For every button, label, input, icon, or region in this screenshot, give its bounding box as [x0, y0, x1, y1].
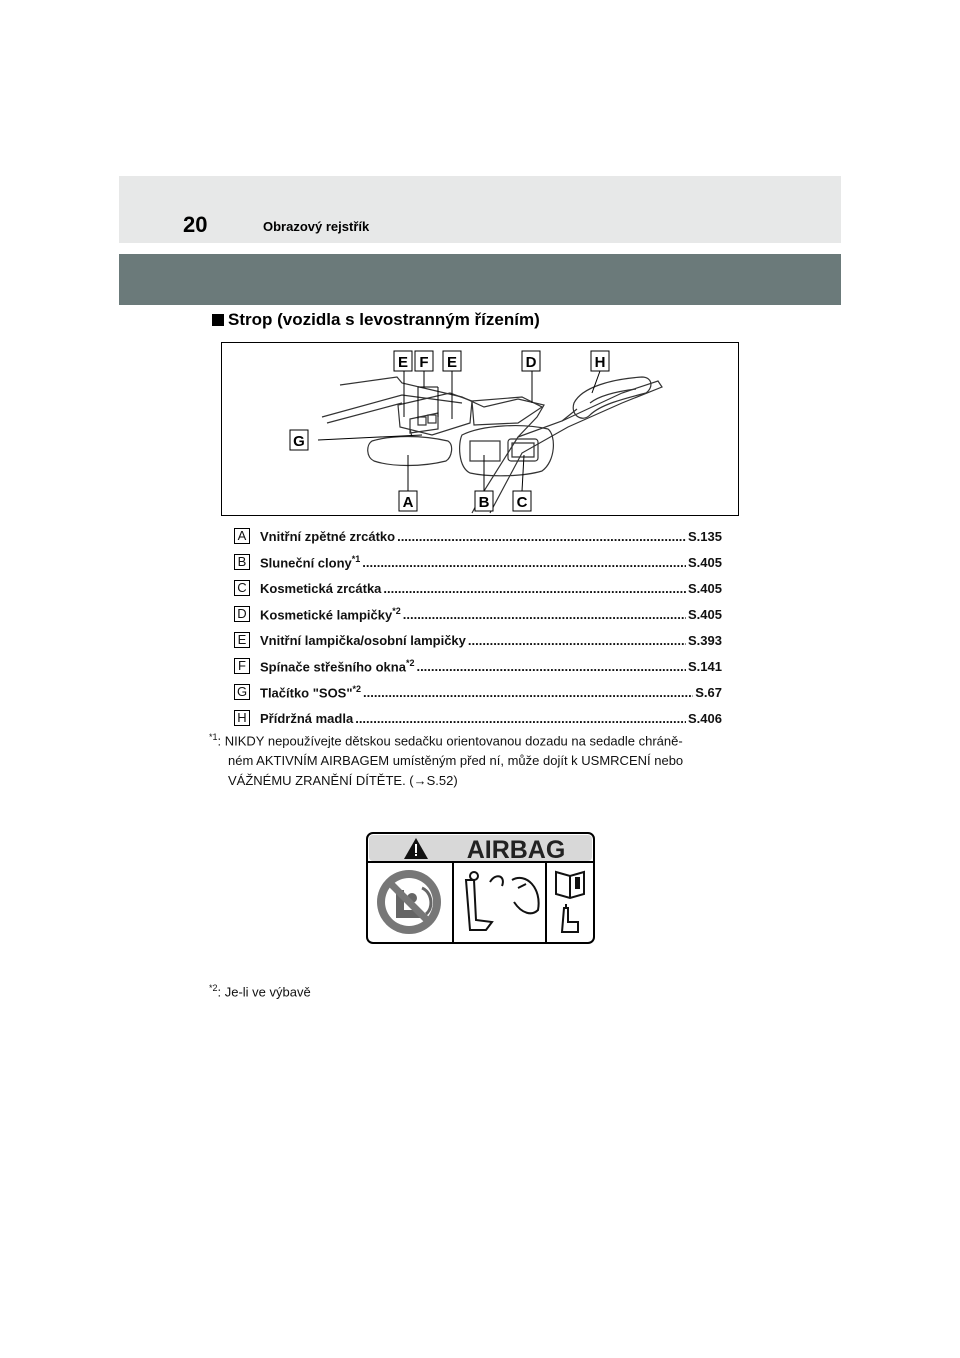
ceiling-diagram	[221, 342, 739, 516]
legend-label: Tlačítko "SOS"$^{*2}$	[260, 683, 362, 701]
footnote-text: : NIKDY nepoužívejte dětskou sedačku orientovanou dozadu na sedadle chráně-	[217, 733, 683, 749]
airbag-warning-graphic	[366, 832, 595, 944]
legend-letter: A	[234, 528, 250, 544]
footnote-text: ném AKTIVNÍM AIRBAGEM umístěným před ní, může dojít k USMRCENÍ nebo	[228, 753, 684, 769]
legend-letter: B	[234, 554, 250, 570]
footnote-1	[209, 727, 683, 791]
legend-item	[234, 601, 722, 627]
footnote-marker: *2	[352, 683, 362, 694]
callout-g	[290, 430, 308, 450]
legend-letter: G	[234, 684, 250, 700]
legend-letter: C	[234, 580, 250, 596]
svg-text:C: C	[516, 494, 528, 511]
svg-text:E: E	[446, 354, 458, 371]
svg-text:F: F	[419, 354, 429, 371]
legend-label: Kosmetické lampičky$^{*2}$	[260, 605, 401, 623]
legend-item	[234, 549, 722, 575]
legend-letter: F	[234, 658, 250, 674]
page-reference: S.393	[688, 632, 722, 648]
callout-h	[591, 351, 609, 371]
legend-label: Vnitřní zpětné zrcátko	[260, 528, 396, 544]
legend-item	[234, 627, 722, 653]
footnote-marker: *2	[405, 657, 415, 668]
legend-label: Kosmetická zrcátka	[260, 580, 382, 596]
legend-label: Vnitřní lampička/osobní lampičky	[260, 632, 466, 648]
svg-text:D: D	[525, 354, 537, 371]
svg-text:B: B	[478, 494, 490, 511]
page-reference: S.135	[688, 528, 722, 544]
svg-text:H: H	[594, 354, 606, 371]
dot-leader	[403, 607, 686, 622]
header-band	[119, 176, 841, 243]
footnote-text: : Je-li ve výbavě	[217, 984, 311, 1000]
legend-item	[234, 575, 722, 601]
legend-item	[234, 523, 722, 549]
dot-leader	[363, 685, 693, 700]
square-bullet-icon	[212, 314, 224, 326]
dot-leader	[383, 581, 686, 596]
svg-text:G: G	[293, 433, 305, 450]
callout-e-left	[394, 351, 412, 371]
airbag-warning-label	[366, 832, 595, 944]
page-reference: S.405	[688, 554, 722, 570]
section-band	[119, 254, 841, 305]
footnote-marker: *1	[351, 553, 361, 564]
legend-letter: D	[234, 606, 250, 622]
dot-leader	[355, 711, 686, 726]
callout-a	[399, 491, 417, 511]
legend-label: Spínače střešního okna$^{*2}$	[260, 657, 415, 675]
dot-leader	[397, 529, 686, 544]
legend-list	[234, 523, 722, 731]
dot-leader	[468, 633, 686, 648]
callout-b	[475, 491, 493, 511]
section-heading-text: Strop (vozidla s levostranným řízením)	[228, 310, 540, 329]
callout-d	[522, 351, 540, 371]
svg-text:A: A	[402, 494, 414, 511]
page-reference: S.67	[695, 684, 722, 700]
legend-label: Přídržná madla	[260, 710, 354, 726]
section-heading	[212, 310, 540, 330]
page-reference: S.141	[688, 658, 722, 674]
page-number: 20	[183, 212, 208, 237]
footnote-2	[209, 978, 311, 1002]
legend-letter: H	[234, 710, 250, 726]
legend-letter: E	[234, 632, 250, 648]
airbag-word: AIRBAG	[466, 836, 566, 864]
legend-label: Sluneční clony$^{*1}$	[260, 553, 361, 571]
page-reference: S.406	[688, 710, 722, 726]
callout-f	[415, 351, 433, 371]
footnote-marker: *2	[392, 605, 401, 616]
callout-e-right	[443, 351, 461, 371]
no-rear-facing-seat-icon	[377, 870, 441, 934]
ceiling-illustration	[222, 343, 740, 517]
legend-item	[234, 679, 722, 705]
page-reference: S.405	[688, 580, 722, 596]
callout-c	[513, 491, 531, 511]
page-reference: S.405	[688, 606, 722, 622]
chapter-title: Obrazový rejstřík	[263, 219, 370, 234]
svg-text:E: E	[397, 354, 409, 371]
legend-item	[234, 653, 722, 679]
footnote-marker: *2	[209, 983, 218, 993]
footnote-marker: *1	[209, 732, 218, 742]
dot-leader	[416, 659, 686, 674]
footnote-text: VÁŽNÉMU ZRANĚNÍ DÍTĚTE. (→S.52)	[228, 773, 458, 789]
dot-leader	[362, 555, 686, 570]
